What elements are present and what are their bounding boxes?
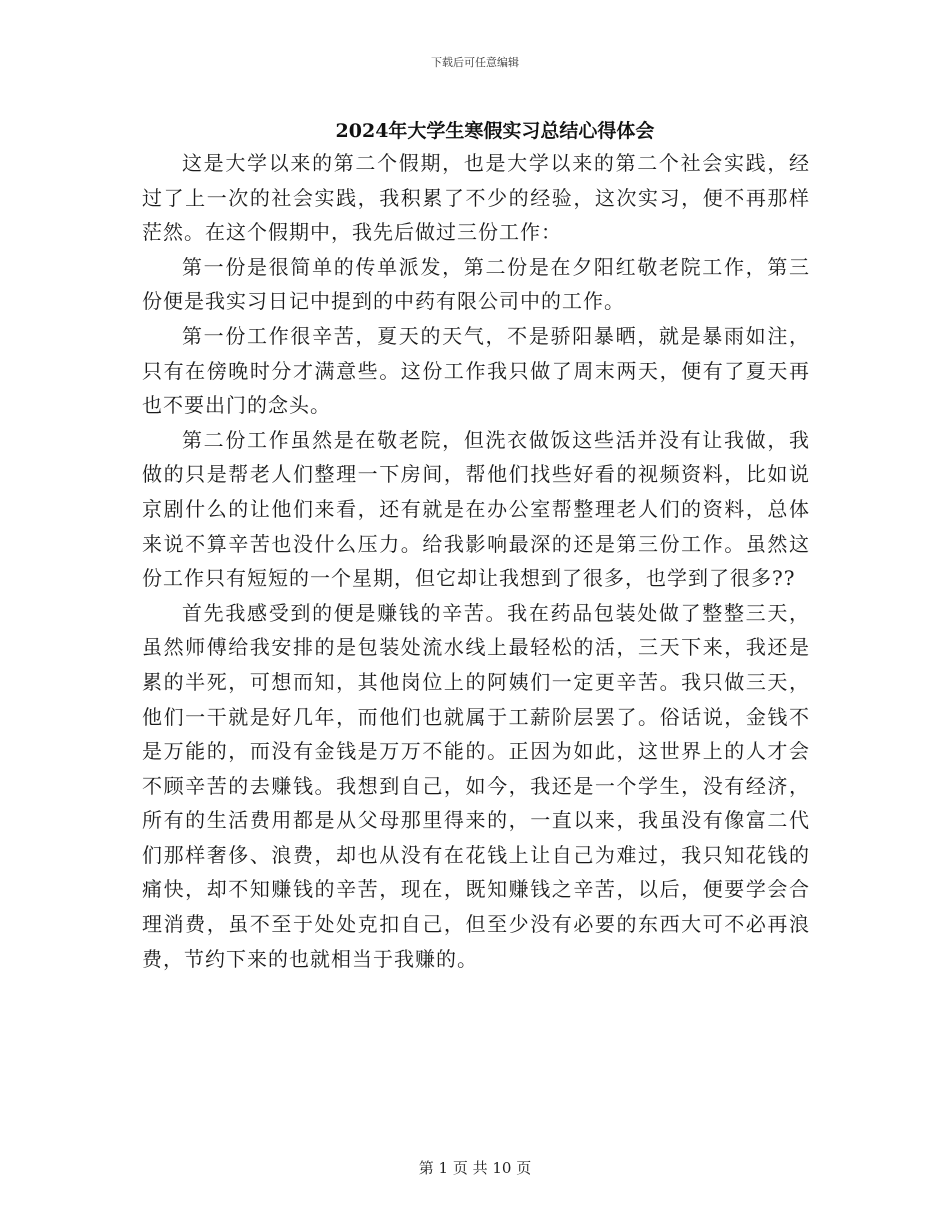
page-number-footer: 第 1 页 共 10 页 (418, 1159, 532, 1177)
paragraph-2: 第一份是很简单的传单派发，第二份是在夕阳红敬老院工作，第三份便是我实习日记中提到的中药有限公司中的工作。 (142, 254, 810, 314)
document-title: 2024年大学生寒假实习总结心得体会 (335, 120, 655, 142)
document-body (142, 146, 810, 976)
paragraph-4: 第二份工作虽然是在敬老院，但洗衣做饭这些活并没有让我做，我做的只是帮老人们整理一下房间，帮他们找些好看的视频资料，比如说京剧什么的让他们来看，还有就是在办公室帮整理老人们的资料，总体来说不算辛苦也没什么压力。给我影响最深的还是第三份工作。虽然这份工作只有短短的一个星期，但它却让我想到了很多，也学到了很多?? (142, 427, 810, 591)
paragraph-3: 第一份工作很辛苦，夏天的天气，不是骄阳暴晒，就是暴雨如注，只有在傍晚时分才满意些。这份工作我只做了周末两天，便有了夏天再也不要出门的念头。 (142, 323, 810, 418)
paragraph-5: 首先我感受到的便是赚钱的辛苦。我在药品包装处做了整整三天，虽然师傅给我安排的是包装处流水线上最轻松的活，三天下来，我还是累的半死，可想而知，其他岗位上的阿姨们一定更辛苦。我只做三天，他们一干就是好几年，而他们也就属于工薪阶层罢了。俗话说，金钱不是万能的，而没有金钱是万万不能的。正因为如此，这世界上的人才会不顾辛苦的去赚钱。我想到自己，如今，我还是一个学生，没有经济，所有的生活费用都是从父母那里得来的，一直以来，我虽没有像富二代们那样奢侈、浪费，却也从没有在花钱上让自己为难过，我只知花钱的痛快，却不知赚钱的辛苦，现在，既知赚钱之辛苦，以后，便要学会合理消费，虽不至于处处克扣自己，但至少没有必要的东西大可不必再浪费，节约下来的也就相当于我赚的。 (142, 600, 810, 971)
header-note: 下载后可任意编辑 (431, 56, 519, 69)
paragraph-1: 这是大学以来的第二个假期，也是大学以来的第二个社会实践，经过了上一次的社会实践，我积累了不少的经验，这次实习，便不再那样茫然。在这个假期中，我先后做过三份工作： (142, 151, 810, 245)
